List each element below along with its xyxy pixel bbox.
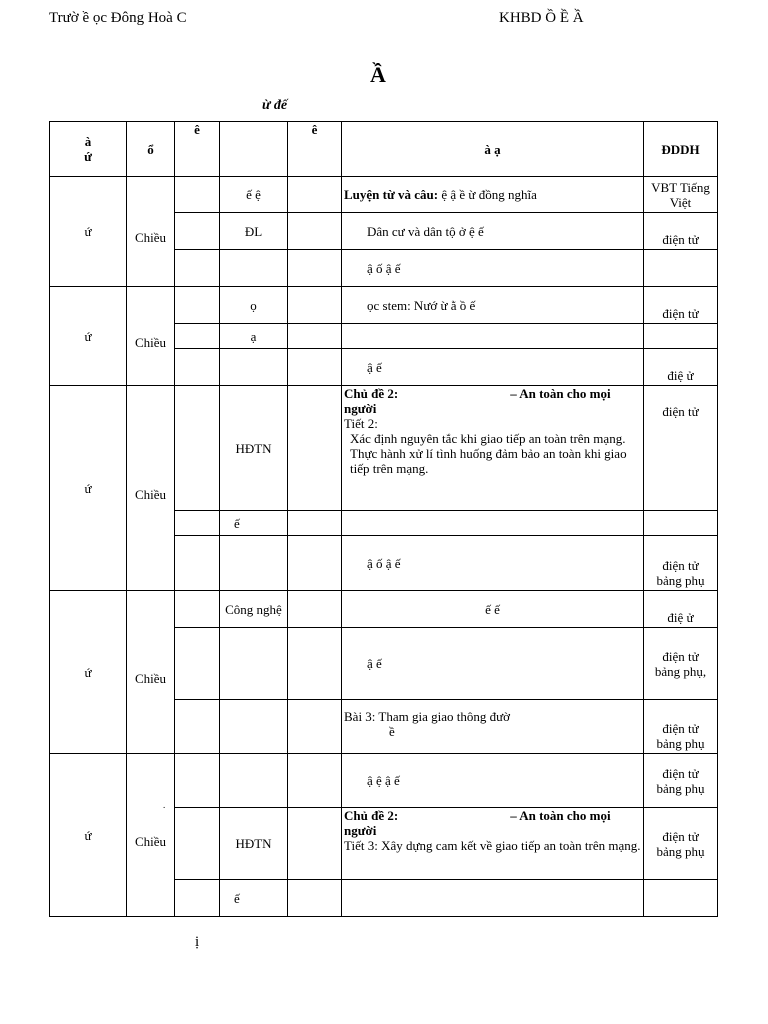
lesson-cell — [342, 880, 644, 917]
lesson-cell: ậ ố ậ ế — [342, 250, 644, 287]
day-cell: ứ — [50, 177, 127, 287]
session-cell: Chiều — [127, 386, 175, 591]
period-cell — [175, 700, 220, 754]
subject-cell: HĐTN — [220, 386, 288, 511]
period-cell — [175, 880, 220, 917]
number-cell — [288, 808, 342, 880]
subject-cell: HĐTN — [220, 808, 288, 880]
lesson-cell: ế ế — [342, 591, 644, 628]
col-aids-header: ĐDDH — [644, 122, 718, 177]
day-cell: ứ — [50, 386, 127, 591]
col-number-header: ê — [288, 122, 342, 177]
subject-cell — [220, 700, 288, 754]
table-row — [50, 287, 718, 324]
lesson-cell — [342, 324, 644, 349]
col-period-header: ê — [175, 122, 220, 177]
period-cell — [175, 287, 220, 324]
aids-cell — [644, 324, 718, 349]
aids-cell: điện tử bảng phụ — [644, 754, 718, 808]
lesson-cell: ậ ế — [342, 628, 644, 700]
aids-cell: điện tử bảng phụ — [644, 808, 718, 880]
subject-cell: ĐL — [220, 213, 288, 250]
lesson-cell: ậ ố ậ ế — [342, 536, 644, 591]
col-day-header: à ứ — [50, 122, 127, 177]
aids-cell — [644, 880, 718, 917]
aids-cell — [644, 250, 718, 287]
table-row — [50, 591, 718, 628]
lesson-cell: ậ ế — [342, 349, 644, 386]
period-cell — [175, 177, 220, 213]
number-cell — [288, 177, 342, 213]
session-cell: Chiều — [127, 287, 175, 386]
table-row — [50, 177, 718, 213]
period-cell — [175, 250, 220, 287]
aids-cell: điệ ử — [644, 349, 718, 386]
number-cell — [288, 628, 342, 700]
col-session-header: ổ — [127, 122, 175, 177]
subject-cell: ế ệ — [220, 177, 288, 213]
col-subject-header — [220, 122, 288, 177]
period-cell — [175, 808, 220, 880]
subject-cell: ế — [220, 511, 288, 536]
subject-cell — [220, 349, 288, 386]
session-cell: Chiều — [127, 591, 175, 754]
lesson-cell: ậ ệ ậ ế — [342, 754, 644, 808]
col-lesson-header: à ạ — [342, 122, 644, 177]
aids-cell — [644, 511, 718, 536]
subject-cell — [220, 628, 288, 700]
aids-cell: điện tử bảng phụ — [644, 700, 718, 754]
period-cell — [175, 324, 220, 349]
period-cell — [175, 754, 220, 808]
aids-cell: điện tử bảng phụ, — [644, 628, 718, 700]
period-cell — [175, 511, 220, 536]
lesson-cell: ọc stem: Nướ ừ ằ ồ ế — [342, 287, 644, 324]
day-cell: ứ — [50, 591, 127, 754]
aids-cell: điện tử — [644, 287, 718, 324]
period-cell — [175, 213, 220, 250]
lesson-cell: Luyện từ và câu: ệ ậ ề ừ đồng nghĩa — [342, 177, 644, 213]
subject-cell: ạ — [220, 324, 288, 349]
period-cell — [175, 591, 220, 628]
subject-cell — [220, 250, 288, 287]
page-title: Ầ — [370, 62, 386, 87]
subject-cell: Công nghệ — [220, 591, 288, 628]
school-name: Trườ ề ọc Đông Hoà C — [49, 10, 187, 26]
header-row — [50, 122, 718, 177]
aids-cell: điện tử — [644, 213, 718, 250]
number-cell — [288, 754, 342, 808]
lesson-cell: Chủ đề 2: – An toàn cho mọi người Tiết 3: Xây dựng cam kết về giao tiếp an toàn trên mạng. — [342, 808, 644, 880]
lesson-cell: Chủ đề 2: – An toàn cho mọi người Tiết 2: Xác định nguyên tắc khi giao tiếp an toàn trên mạng. Thực hành xử lí tình huống đảm bảo an toàn khi giao tiếp trên mạng. — [342, 386, 644, 511]
subject-cell — [220, 754, 288, 808]
page-subtitle: ừ đế — [262, 98, 288, 113]
lesson-cell — [342, 511, 644, 536]
day-cell: ứ — [50, 287, 127, 386]
number-cell — [288, 324, 342, 349]
number-cell — [288, 536, 342, 591]
number-cell — [288, 349, 342, 386]
subject-cell — [220, 536, 288, 591]
period-cell — [175, 628, 220, 700]
aids-cell: điện tử bảng phụ — [644, 536, 718, 591]
number-cell — [288, 700, 342, 754]
number-cell — [288, 386, 342, 511]
aids-cell: VBT Tiếng Việt — [644, 177, 718, 213]
table-row — [50, 386, 718, 511]
number-cell — [288, 880, 342, 917]
aids-cell: điệ ử — [644, 591, 718, 628]
aids-cell: điện tử — [644, 386, 718, 511]
plan-label: KHBD Ồ Ề Ầ — [499, 10, 584, 26]
subject-cell: ế — [220, 880, 288, 917]
day-cell: ứ — [50, 754, 127, 917]
table-row — [50, 754, 718, 808]
number-cell — [288, 213, 342, 250]
period-cell — [175, 386, 220, 511]
session-cell: . Chiều — [127, 754, 175, 917]
lesson-cell: Bài 3: Tham gia giao thông đườ ề — [342, 700, 644, 754]
number-cell — [288, 591, 342, 628]
schedule-table — [49, 121, 718, 917]
lesson-cell: Dân cư và dân tộ ở ệ ế — [342, 213, 644, 250]
subject-cell: ọ — [220, 287, 288, 324]
number-cell — [288, 511, 342, 536]
period-cell — [175, 349, 220, 386]
period-cell — [175, 536, 220, 591]
footer-note: ị — [195, 934, 200, 950]
number-cell — [288, 250, 342, 287]
session-cell: Chiều — [127, 177, 175, 287]
stray-dot: . — [163, 800, 166, 810]
number-cell — [288, 287, 342, 324]
